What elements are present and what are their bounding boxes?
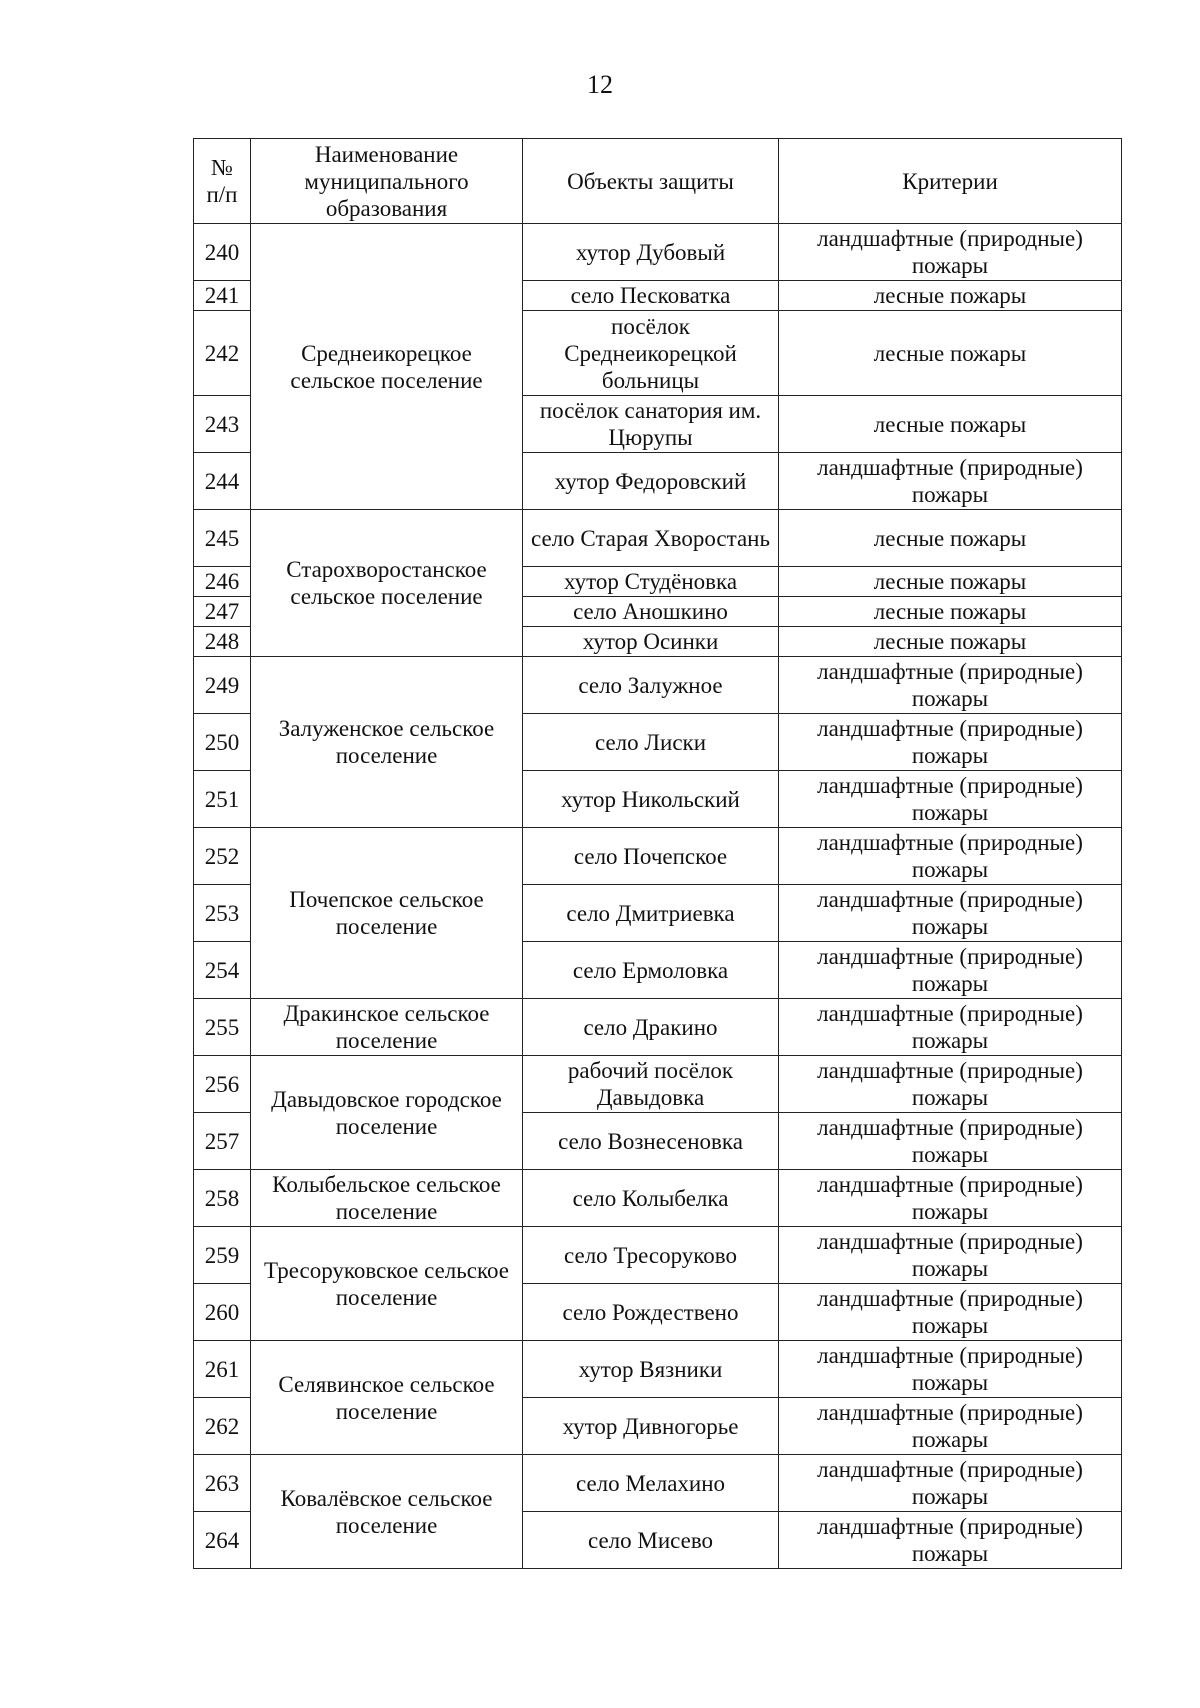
- protection-object: хутор Студёновка: [523, 567, 779, 597]
- fire-criteria: ландшафтные (природные) пожары: [779, 453, 1122, 510]
- fire-criteria: ландшафтные (природные) пожары: [779, 1398, 1122, 1455]
- row-number: 253: [194, 885, 251, 942]
- municipality-name: Колыбельское сельское поселение: [251, 1170, 523, 1227]
- municipality-name: Почепское сельское поселение: [251, 828, 523, 999]
- row-number: 248: [194, 627, 251, 657]
- protection-object: село Лиски: [523, 714, 779, 771]
- table-row: [194, 1341, 1122, 1398]
- municipality-name: Селявинское сельское поселение: [251, 1341, 523, 1455]
- protection-object: посёлок санатория им. Цюрупы: [523, 396, 779, 453]
- table-row: [194, 510, 1122, 567]
- protection-object: село Старая Хворостань: [523, 510, 779, 567]
- header-objects: Объекты защиты: [523, 139, 779, 224]
- table-row: [194, 657, 1122, 714]
- row-number: 240: [194, 224, 251, 281]
- row-number: 262: [194, 1398, 251, 1455]
- protection-object: хутор Осинки: [523, 627, 779, 657]
- protection-object: хутор Вязники: [523, 1341, 779, 1398]
- municipality-name: Ковалёвское сельское поселение: [251, 1455, 523, 1569]
- table-row: [194, 1056, 1122, 1113]
- fire-criteria: ландшафтные (природные) пожары: [779, 828, 1122, 885]
- fire-criteria: ландшафтные (природные) пожары: [779, 1512, 1122, 1569]
- protection-object: село Тресоруково: [523, 1227, 779, 1284]
- municipality-name: Давыдовское городское поселение: [251, 1056, 523, 1170]
- protection-object: посёлок Среднеикорецкой больницы: [523, 311, 779, 396]
- row-number: 251: [194, 771, 251, 828]
- fire-criteria: лесные пожары: [779, 597, 1122, 627]
- fire-criteria: ландшафтные (природные) пожары: [779, 999, 1122, 1056]
- protection-object: село Рождествено: [523, 1284, 779, 1341]
- protection-object: хутор Никольский: [523, 771, 779, 828]
- row-number: 254: [194, 942, 251, 999]
- table-row: [194, 1170, 1122, 1227]
- municipality-name: Залуженское сельское поселение: [251, 657, 523, 828]
- protection-object: село Дмитриевка: [523, 885, 779, 942]
- table-row: [194, 224, 1122, 281]
- protection-object: село Колыбелка: [523, 1170, 779, 1227]
- fire-criteria: ландшафтные (природные) пожары: [779, 942, 1122, 999]
- fire-criteria: ландшафтные (природные) пожары: [779, 885, 1122, 942]
- row-number: 244: [194, 453, 251, 510]
- protection-objects-table: [193, 138, 1122, 1569]
- row-number: 256: [194, 1056, 251, 1113]
- protection-object: рабочий посёлок Давыдовка: [523, 1056, 779, 1113]
- table-row: [194, 828, 1122, 885]
- municipality-name: Дракинское сельское поселение: [251, 999, 523, 1056]
- protection-object: хутор Дубовый: [523, 224, 779, 281]
- row-number: 263: [194, 1455, 251, 1512]
- protection-object: хутор Дивногорье: [523, 1398, 779, 1455]
- protection-object: село Дракино: [523, 999, 779, 1056]
- row-number: 258: [194, 1170, 251, 1227]
- row-number: 252: [194, 828, 251, 885]
- header-municipality: Наименование муниципального образования: [251, 139, 523, 224]
- row-number: 242: [194, 311, 251, 396]
- protection-object: село Почепское: [523, 828, 779, 885]
- protection-object: село Залужное: [523, 657, 779, 714]
- row-number: 264: [194, 1512, 251, 1569]
- fire-criteria: ландшафтные (природные) пожары: [779, 771, 1122, 828]
- protection-object: село Вознесеновка: [523, 1113, 779, 1170]
- municipality-name: Старохворостанское сельское поселение: [251, 510, 523, 657]
- table-row: [194, 1227, 1122, 1284]
- fire-criteria: лесные пожары: [779, 567, 1122, 597]
- municipality-name: Тресоруковское сельское поселение: [251, 1227, 523, 1341]
- protection-object: село Песковатка: [523, 281, 779, 311]
- header-row: [194, 139, 1122, 224]
- protection-object: село Аношкино: [523, 597, 779, 627]
- row-number: 257: [194, 1113, 251, 1170]
- fire-criteria: ландшафтные (природные) пожары: [779, 1341, 1122, 1398]
- table-body: [194, 224, 1122, 1569]
- table-row: [194, 999, 1122, 1056]
- protection-object: село Мисево: [523, 1512, 779, 1569]
- header-criteria: Критерии: [779, 139, 1122, 224]
- fire-criteria: лесные пожары: [779, 627, 1122, 657]
- page-number: 12: [587, 70, 613, 99]
- fire-criteria: лесные пожары: [779, 281, 1122, 311]
- fire-criteria: ландшафтные (природные) пожары: [779, 1455, 1122, 1512]
- fire-criteria: ландшафтные (природные) пожары: [779, 1284, 1122, 1341]
- fire-criteria: ландшафтные (природные) пожары: [779, 714, 1122, 771]
- row-number: 261: [194, 1341, 251, 1398]
- row-number: 250: [194, 714, 251, 771]
- row-number: 249: [194, 657, 251, 714]
- fire-criteria: ландшафтные (природные) пожары: [779, 224, 1122, 281]
- fire-criteria: ландшафтные (природные) пожары: [779, 657, 1122, 714]
- row-number: 245: [194, 510, 251, 567]
- protection-object: хутор Федоровский: [523, 453, 779, 510]
- row-number: 241: [194, 281, 251, 311]
- row-number: 247: [194, 597, 251, 627]
- fire-criteria: ландшафтные (природные) пожары: [779, 1056, 1122, 1113]
- header-number: № п/п: [194, 139, 251, 224]
- row-number: 259: [194, 1227, 251, 1284]
- fire-criteria: ландшафтные (природные) пожары: [779, 1113, 1122, 1170]
- row-number: 246: [194, 567, 251, 597]
- table-header: [194, 139, 1122, 224]
- fire-criteria: лесные пожары: [779, 396, 1122, 453]
- fire-criteria: лесные пожары: [779, 311, 1122, 396]
- protection-object: село Ермоловка: [523, 942, 779, 999]
- municipality-name: Среднеикорецкое сельское поселение: [251, 224, 523, 510]
- fire-criteria: ландшафтные (природные) пожары: [779, 1227, 1122, 1284]
- row-number: 255: [194, 999, 251, 1056]
- row-number: 243: [194, 396, 251, 453]
- fire-criteria: ландшафтные (природные) пожары: [779, 1170, 1122, 1227]
- protection-object: село Мелахино: [523, 1455, 779, 1512]
- fire-criteria: лесные пожары: [779, 510, 1122, 567]
- row-number: 260: [194, 1284, 251, 1341]
- table-row: [194, 1455, 1122, 1512]
